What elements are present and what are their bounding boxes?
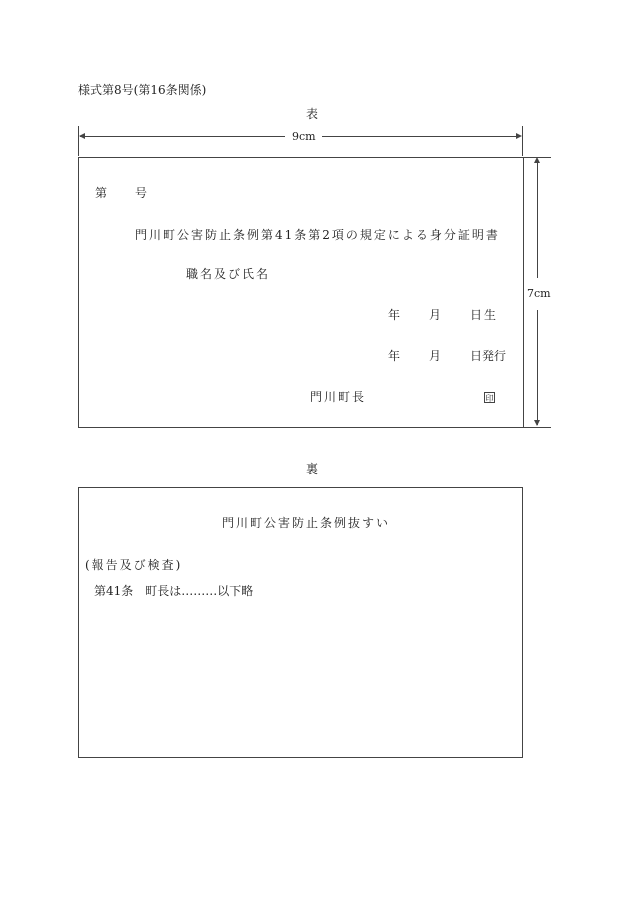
birth-year: 年 (388, 308, 401, 322)
number-suffix: 号 (135, 186, 148, 200)
height-label: 7cm (527, 287, 551, 300)
back-heading: 裏 (306, 462, 319, 476)
width-extension-right (522, 126, 523, 156)
height-line-bottom (537, 310, 538, 425)
arrow-right-icon (516, 133, 522, 139)
number-prefix: 第 (95, 186, 108, 200)
name-line: 職名及び氏名 (186, 267, 271, 281)
height-line-top (537, 160, 538, 278)
birth-day: 日生 (470, 308, 499, 322)
id-card-back (78, 487, 523, 758)
id-card-front (78, 157, 524, 428)
certificate-title: 門川町公害防止条例第41条第2項の規定による身分証明書 (135, 228, 500, 242)
issue-year: 年 (388, 349, 401, 363)
width-label: 9cm (292, 130, 316, 143)
ordinance-excerpt-title: 門川町公害防止条例抜すい (222, 516, 391, 530)
arrow-up-icon (534, 157, 540, 163)
height-extension-bottom (523, 427, 551, 428)
section-heading: (報告及び検査) (85, 558, 183, 572)
issue-month: 月 (429, 349, 442, 363)
width-line-left (80, 136, 285, 137)
issuer-name: 門川町長 (310, 390, 367, 404)
width-line-right (322, 136, 520, 137)
form-title: 様式第8号(第16条関係) (78, 83, 207, 97)
front-heading: 表 (306, 107, 319, 121)
article-text: 第41条 町長は………以下略 (94, 584, 254, 598)
arrow-down-icon (534, 420, 540, 426)
seal-mark: 印 (485, 394, 494, 403)
issue-day: 日発行 (470, 349, 507, 363)
arrow-left-icon (79, 133, 85, 139)
width-extension-left (78, 126, 79, 156)
birth-month: 月 (429, 308, 442, 322)
